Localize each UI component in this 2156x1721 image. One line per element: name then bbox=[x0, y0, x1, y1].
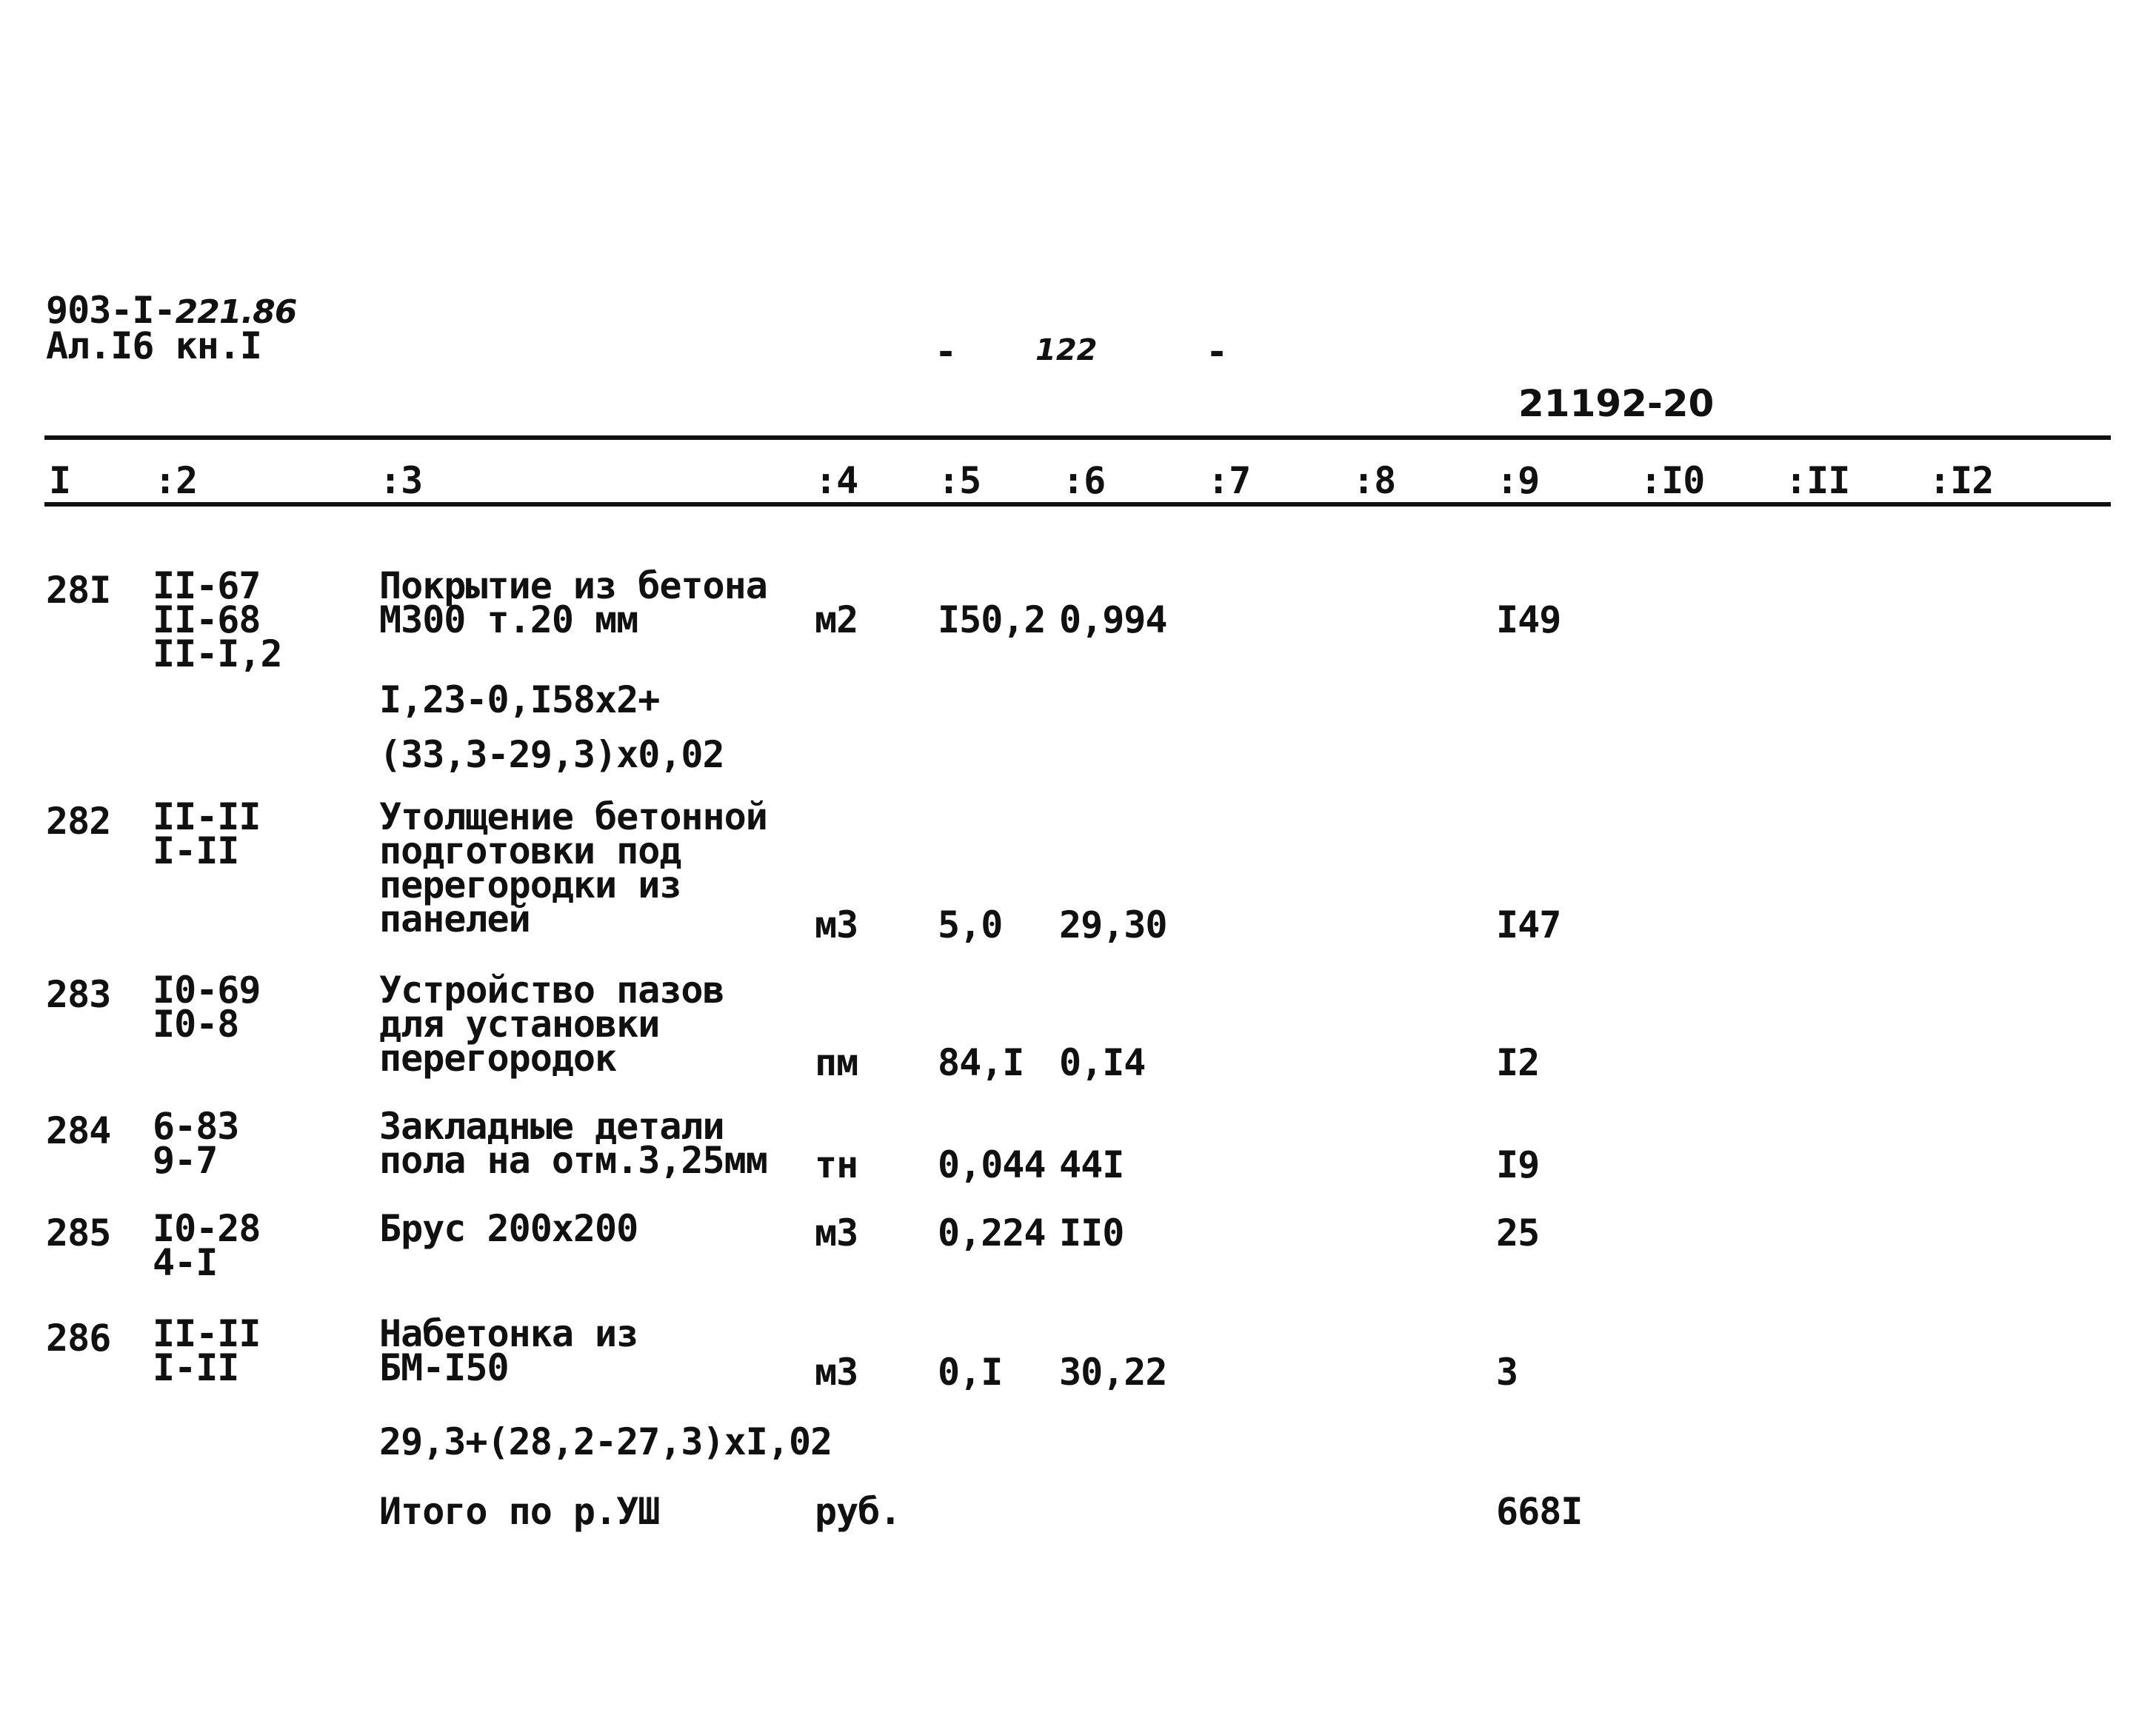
row-unit: пм bbox=[815, 1041, 858, 1084]
row-total: I47 bbox=[1496, 903, 1561, 946]
description-line: Брус 200х200 bbox=[379, 1207, 638, 1250]
row-description bbox=[379, 564, 767, 641]
row-code: II-67 bbox=[153, 564, 261, 607]
row-quantity: 0,224 bbox=[938, 1212, 1046, 1254]
col-header-10: :I0 bbox=[1640, 459, 1705, 502]
row-number: 28I bbox=[46, 569, 111, 612]
row-formula: 29,3+(28,2-27,3)хI,02 bbox=[379, 1420, 832, 1463]
row-code: 6-83 bbox=[153, 1105, 239, 1148]
row-total: I2 bbox=[1496, 1041, 1540, 1084]
row-code: I0-8 bbox=[153, 1003, 239, 1046]
page-dash-right: - bbox=[1206, 330, 1228, 373]
row-formula: (33,3-29,3)х0,02 bbox=[379, 733, 724, 776]
row-codes bbox=[153, 1312, 261, 1389]
summary-total: 668I bbox=[1496, 1490, 1583, 1533]
row-code: 4-I bbox=[153, 1241, 218, 1284]
row-unit: тн bbox=[815, 1143, 858, 1186]
row-code: II-I,2 bbox=[153, 632, 282, 675]
description-line: пола на отм.3,25мм bbox=[379, 1139, 767, 1182]
row-unit-price: 29,30 bbox=[1059, 903, 1167, 946]
row-description bbox=[379, 1207, 638, 1250]
row-codes bbox=[153, 1105, 239, 1182]
description-line: Устройство пазов bbox=[379, 969, 724, 1012]
description-line: перегородки из bbox=[379, 863, 681, 906]
row-code: 9-7 bbox=[153, 1139, 218, 1182]
row-total: I9 bbox=[1496, 1143, 1540, 1186]
row-number: 283 bbox=[46, 973, 111, 1016]
description-line: Закладные детали bbox=[379, 1105, 724, 1148]
row-total: I49 bbox=[1496, 598, 1561, 641]
row-codes bbox=[153, 969, 261, 1046]
row-number: 284 bbox=[46, 1109, 111, 1152]
row-unit-price: 0,I4 bbox=[1059, 1041, 1146, 1084]
description-line: Покрытие из бетона bbox=[379, 564, 767, 607]
description-line: панелей bbox=[379, 898, 530, 940]
row-formula: I,23-0,I58х2+ bbox=[379, 678, 660, 721]
document-code-prefix: 903-I- bbox=[46, 289, 176, 332]
col-header-3: :3 bbox=[379, 459, 423, 502]
row-number: 285 bbox=[46, 1212, 111, 1254]
page-number: 122 bbox=[1035, 333, 1098, 367]
description-line: БМ-I50 bbox=[379, 1346, 509, 1389]
col-header-6: :6 bbox=[1062, 459, 1106, 502]
header-rule-top bbox=[44, 435, 2111, 440]
row-number: 282 bbox=[46, 800, 111, 843]
row-quantity: 0,044 bbox=[938, 1143, 1046, 1186]
col-header-12: :I2 bbox=[1929, 459, 1994, 502]
row-description bbox=[379, 969, 724, 1080]
row-quantity: 5,0 bbox=[938, 903, 1003, 946]
summary-label: Итого по р.УШ bbox=[379, 1490, 660, 1533]
row-code: II-II bbox=[153, 795, 261, 838]
col-header-4: :4 bbox=[815, 459, 858, 502]
col-header-7: :7 bbox=[1207, 459, 1251, 502]
description-line: Набетонка из bbox=[379, 1312, 638, 1355]
description-line: Утолщение бетонной bbox=[379, 795, 767, 838]
row-code: I0-69 bbox=[153, 969, 261, 1012]
row-quantity: 0,I bbox=[938, 1351, 1003, 1394]
description-line: перегородок bbox=[379, 1037, 617, 1080]
description-line: подготовки под bbox=[379, 829, 681, 872]
row-codes bbox=[153, 795, 261, 872]
document-number: 21192-20 bbox=[1518, 382, 1715, 425]
row-unit: м3 bbox=[815, 1351, 858, 1394]
row-description bbox=[379, 1105, 767, 1182]
row-total: 3 bbox=[1496, 1351, 1518, 1394]
header-rule-bottom bbox=[44, 502, 2111, 507]
page-dash-left: - bbox=[935, 330, 957, 373]
row-unit: м2 bbox=[815, 598, 858, 641]
album-book-label: Ал.I6 кн.I bbox=[46, 324, 262, 367]
row-total: 25 bbox=[1496, 1212, 1540, 1254]
row-unit: м3 bbox=[815, 903, 858, 946]
row-code: I0-28 bbox=[153, 1207, 261, 1250]
row-code: II-68 bbox=[153, 598, 261, 641]
row-codes bbox=[153, 1207, 261, 1284]
summary-unit: руб. bbox=[815, 1490, 901, 1533]
row-code: I-II bbox=[153, 829, 239, 872]
description-line: для установки bbox=[379, 1003, 660, 1046]
col-header-11: :II bbox=[1785, 459, 1850, 502]
row-quantity: I50,2 bbox=[938, 598, 1046, 641]
row-code: II-II bbox=[153, 1312, 261, 1355]
document-code-handwritten: 221.86 bbox=[175, 293, 297, 331]
col-header-1: I bbox=[49, 459, 71, 502]
row-description bbox=[379, 795, 767, 940]
col-header-8: :8 bbox=[1352, 459, 1396, 502]
row-quantity: 84,I bbox=[938, 1041, 1024, 1084]
row-code: I-II bbox=[153, 1346, 239, 1389]
row-unit-price: 44I bbox=[1059, 1143, 1124, 1186]
row-unit-price: 30,22 bbox=[1059, 1351, 1167, 1394]
col-header-5: :5 bbox=[938, 459, 981, 502]
row-description bbox=[379, 1312, 638, 1389]
col-header-2: :2 bbox=[154, 459, 198, 502]
row-number: 286 bbox=[46, 1317, 111, 1360]
row-unit: м3 bbox=[815, 1212, 858, 1254]
row-unit-price: II0 bbox=[1059, 1212, 1124, 1254]
description-line: М300 т.20 мм bbox=[379, 598, 638, 641]
col-header-9: :9 bbox=[1496, 459, 1540, 502]
row-codes bbox=[153, 564, 282, 675]
row-unit-price: 0,994 bbox=[1059, 598, 1167, 641]
